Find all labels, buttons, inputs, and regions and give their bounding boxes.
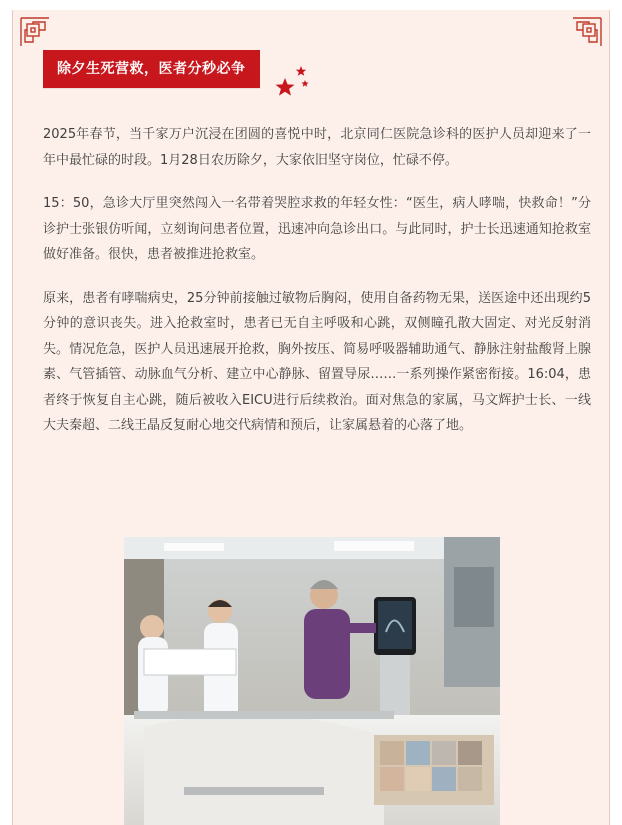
corner-ornament-right-icon [563, 16, 603, 56]
article-frame [12, 10, 610, 825]
article-body [43, 122, 591, 457]
paragraph: 15：50，急诊大厅里突然闯入一名带着哭腔求救的年轻女性：“医生，病人哮喘，快救命！”分诊护士张银仿听闻，立刻询问患者位置，迅速冲向急诊出口。与此同时，护士长迅速通知抢救室做好准备。很快，患者被推进抢救室。 [43, 196, 591, 262]
red-stars-icon [275, 62, 325, 102]
section-title: 除夕生死营救，医者分秒必争 [43, 50, 260, 88]
emergency-room-rescue-photo [124, 537, 500, 825]
photo-illustration [124, 537, 500, 825]
paragraph: 原来，患者有哮喘病史，25分钟前接触过敏物后胸闷，使用自备药物无果，送医途中还出现约5分钟的意识丧失。进入抢救室时，患者已无自主呼吸和心跳，双侧瞳孔散大固定、对光反射消失。情况危急，医护人员迅速展开抢救，胸外按压、简易呼吸器辅助通气、静脉注射盐酸肾上腺素、气管插管、动脉血气分析、建立中心静脉、留置导尿……一系列操作紧密衔接。16:04，患者终于恢复自主心跳，随后被收入EICU进行后续救治。面对焦急的家属，马文辉护士长、一线大夫秦超、二线王晶反复耐心地交代病情和预后，让家属悬着的心落了地。 [43, 290, 591, 433]
paragraph: 2025年春节，当千家万户沉浸在团圆的喜悦中时，北京同仁医院急诊科的医护人员却迎来了一年中最忙碌的时段。1月28日农历除夕，大家依旧坚守岗位，忙碌不停。 [43, 127, 591, 168]
section-title-block [43, 50, 260, 88]
